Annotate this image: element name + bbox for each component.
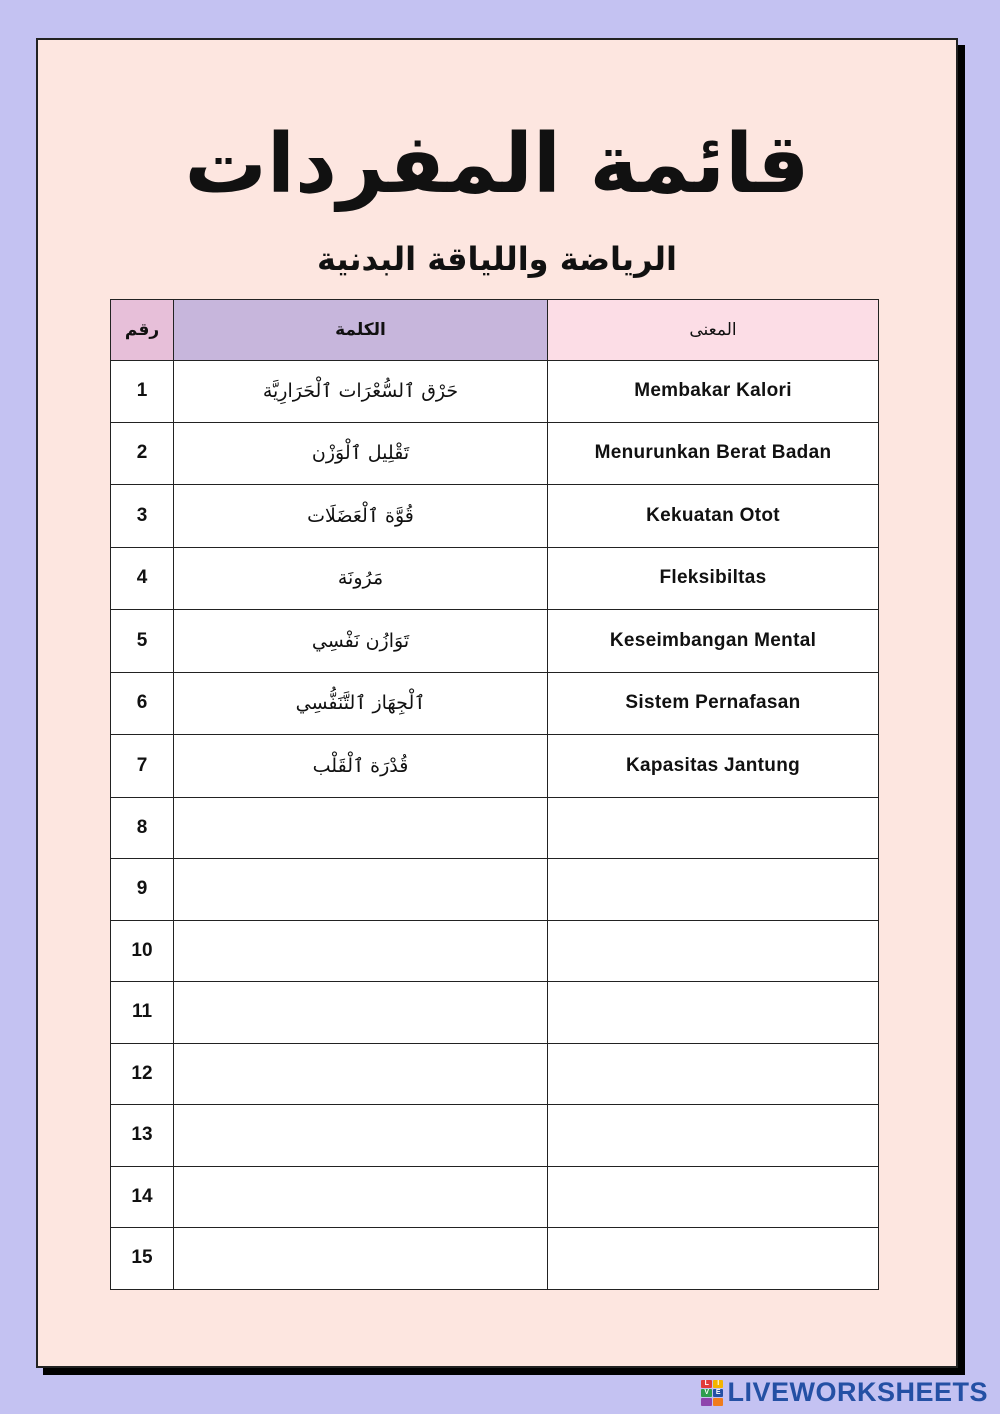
header-meaning: المعنى xyxy=(548,300,879,361)
row-meaning-blank xyxy=(548,1105,879,1167)
logo-tile: E xyxy=(713,1389,724,1397)
row-number: 1 xyxy=(111,361,174,423)
row-meaning-blank xyxy=(548,1166,879,1228)
row-number: 15 xyxy=(111,1228,174,1290)
table-row xyxy=(111,1105,879,1167)
row-meaning-blank xyxy=(548,920,879,982)
row-meaning-blank xyxy=(548,982,879,1044)
worksheet-title: قائمة المفردات xyxy=(184,117,810,212)
table-row xyxy=(111,797,879,859)
table-row xyxy=(111,1228,879,1290)
worksheet-subtitle: الرياضة واللياقة البدنية xyxy=(317,240,677,278)
liveworksheets-logo-icon xyxy=(701,1380,723,1406)
table-row xyxy=(111,361,879,423)
row-word-blank xyxy=(174,1228,548,1290)
row-number: 5 xyxy=(111,610,174,673)
table-row xyxy=(111,1043,879,1105)
table-row xyxy=(111,547,879,610)
row-meaning-blank xyxy=(548,859,879,921)
row-meaning: Kekuatan Otot xyxy=(548,485,879,548)
row-meaning: Fleksibiltas xyxy=(548,547,879,610)
row-number: 9 xyxy=(111,859,174,921)
table-row xyxy=(111,672,879,735)
row-meaning: Kapasitas Jantung xyxy=(548,735,879,798)
table-row xyxy=(111,920,879,982)
row-number: 12 xyxy=(111,1043,174,1105)
liveworksheets-wordmark: LIVEWORKSHEETS xyxy=(727,1377,988,1407)
row-word: حَرْق ٱلسُّعْرَات ٱلْحَرَارِيَّة xyxy=(174,361,548,423)
row-number: 11 xyxy=(111,982,174,1044)
table-header-row xyxy=(111,300,879,361)
row-meaning: Keseimbangan Mental xyxy=(548,610,879,673)
table-row xyxy=(111,735,879,798)
row-number: 6 xyxy=(111,672,174,735)
logo-tile: L xyxy=(701,1380,712,1388)
row-number: 3 xyxy=(111,485,174,548)
table-row xyxy=(111,859,879,921)
row-meaning-blank xyxy=(548,797,879,859)
row-word: ٱلْجِهَاز ٱلتَّنَفُّسِي xyxy=(174,672,548,735)
row-word-blank xyxy=(174,982,548,1044)
row-word: مَرُونَة xyxy=(174,547,548,610)
row-word: قُدْرَة ٱلْقَلْب xyxy=(174,735,548,798)
table-row xyxy=(111,610,879,673)
table-row xyxy=(111,1166,879,1228)
row-number: 4 xyxy=(111,547,174,610)
row-word-blank xyxy=(174,1105,548,1167)
row-word-blank xyxy=(174,859,548,921)
row-number: 7 xyxy=(111,735,174,798)
row-number: 8 xyxy=(111,797,174,859)
vocabulary-table xyxy=(110,299,879,1290)
row-number: 10 xyxy=(111,920,174,982)
table-row xyxy=(111,982,879,1044)
row-meaning: Membakar Kalori xyxy=(548,361,879,423)
row-meaning: Menurunkan Berat Badan xyxy=(548,422,879,485)
logo-tile xyxy=(713,1398,724,1406)
header-number: رقم xyxy=(111,300,174,361)
logo-tile: I xyxy=(713,1380,724,1388)
row-number: 14 xyxy=(111,1166,174,1228)
table-row xyxy=(111,485,879,548)
worksheet-sheet xyxy=(36,38,958,1368)
row-meaning: Sistem Pernafasan xyxy=(548,672,879,735)
row-word-blank xyxy=(174,797,548,859)
row-meaning-blank xyxy=(548,1228,879,1290)
logo-tile: V xyxy=(701,1389,712,1397)
logo-tile xyxy=(701,1398,712,1406)
row-word-blank xyxy=(174,1166,548,1228)
header-word: الكلمة xyxy=(174,300,548,361)
row-meaning-blank xyxy=(548,1043,879,1105)
table-row xyxy=(111,422,879,485)
liveworksheets-brand xyxy=(701,1377,988,1408)
row-word: قُوَّة ٱلْعَضَلَات xyxy=(174,485,548,548)
row-number: 13 xyxy=(111,1105,174,1167)
row-word: تَوَازُن نَفْسِي xyxy=(174,610,548,673)
row-word-blank xyxy=(174,920,548,982)
row-number: 2 xyxy=(111,422,174,485)
row-word-blank xyxy=(174,1043,548,1105)
row-word: تَقْلِيل ٱلْوَزْن xyxy=(174,422,548,485)
